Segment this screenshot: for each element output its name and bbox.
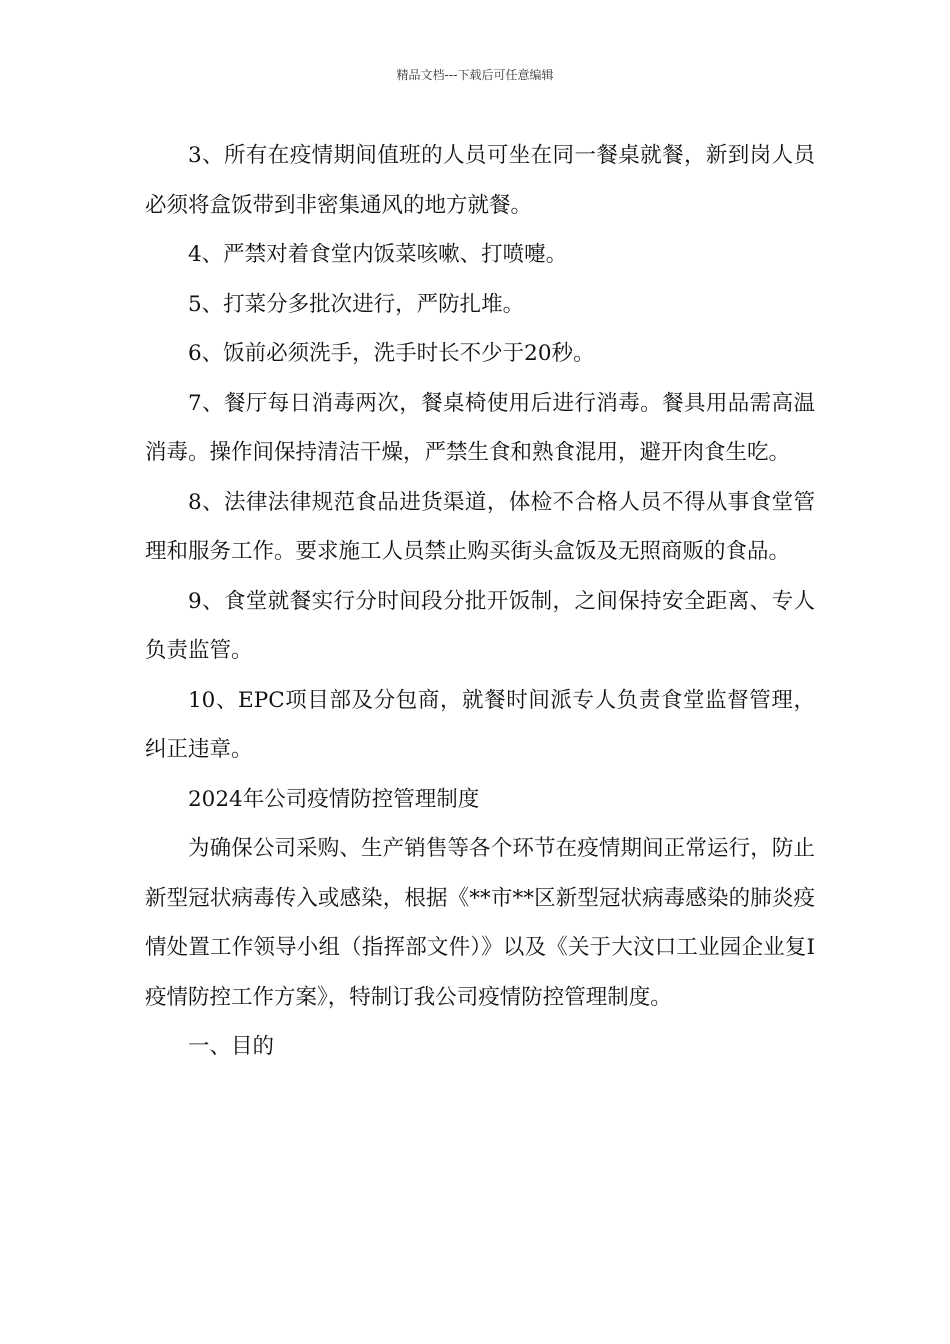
paragraph-item-9: 9、食堂就餐实行分时间段分批开饭制，之间保持安全距离、专人负责监管。 xyxy=(145,588,815,663)
page-header: 精品文档---下载后可任意编辑 xyxy=(396,68,554,82)
paragraph-item-5: 5、打菜分多批次进行，严防扎堆。 xyxy=(188,291,525,317)
paragraph-item-8: 8、法律法律规范食品进货渠道，体检不合格人员不得从事食堂管理和服务工作。要求施工人员禁止购买街头盒饭及无照商贩的食品。 xyxy=(145,489,815,564)
document-body xyxy=(145,131,815,1072)
paragraph-item-6: 6、饭前必须洗手，洗手时长不少于20秒。 xyxy=(188,341,595,366)
paragraph-item-3: 3、所有在疫情期间值班的人员可坐在同一餐桌就餐，新到岗人员必须将盒饭带到非密集通风的地方就餐。 xyxy=(145,143,815,218)
intro-paragraph: 为确保公司采购、生产销售等各个环节在疫情期间正常运行，防止新型冠状病毒传入或感染，根据《**市**区新型冠状病毒感染的肺炎疫情处置工作领导小组（指挥部文件）》以及《关于大汶口工业园企业复I疫情防控工作方案》，特制订我公司疫情防控管理制度。 xyxy=(145,836,815,1010)
paragraph-item-7: 7、餐厅每日消毒两次，餐桌椅使用后进行消毒。餐具用品需高温消毒。操作间保持清洁干燥，严禁生食和熟食混用，避开肉食生吃。 xyxy=(145,390,815,465)
section-title: 2024年公司疫情防控管理制度 xyxy=(188,786,480,812)
paragraph-item-4: 4、严禁对着食堂内饭菜咳嗽、打喷嚏。 xyxy=(188,242,568,267)
paragraph-item-10: 10、EPC项目部及分包商，就餐时间派专人负责食堂监督管理，纠正违章。 xyxy=(145,687,815,762)
section-heading-purpose: 一、目的 xyxy=(188,1034,275,1059)
